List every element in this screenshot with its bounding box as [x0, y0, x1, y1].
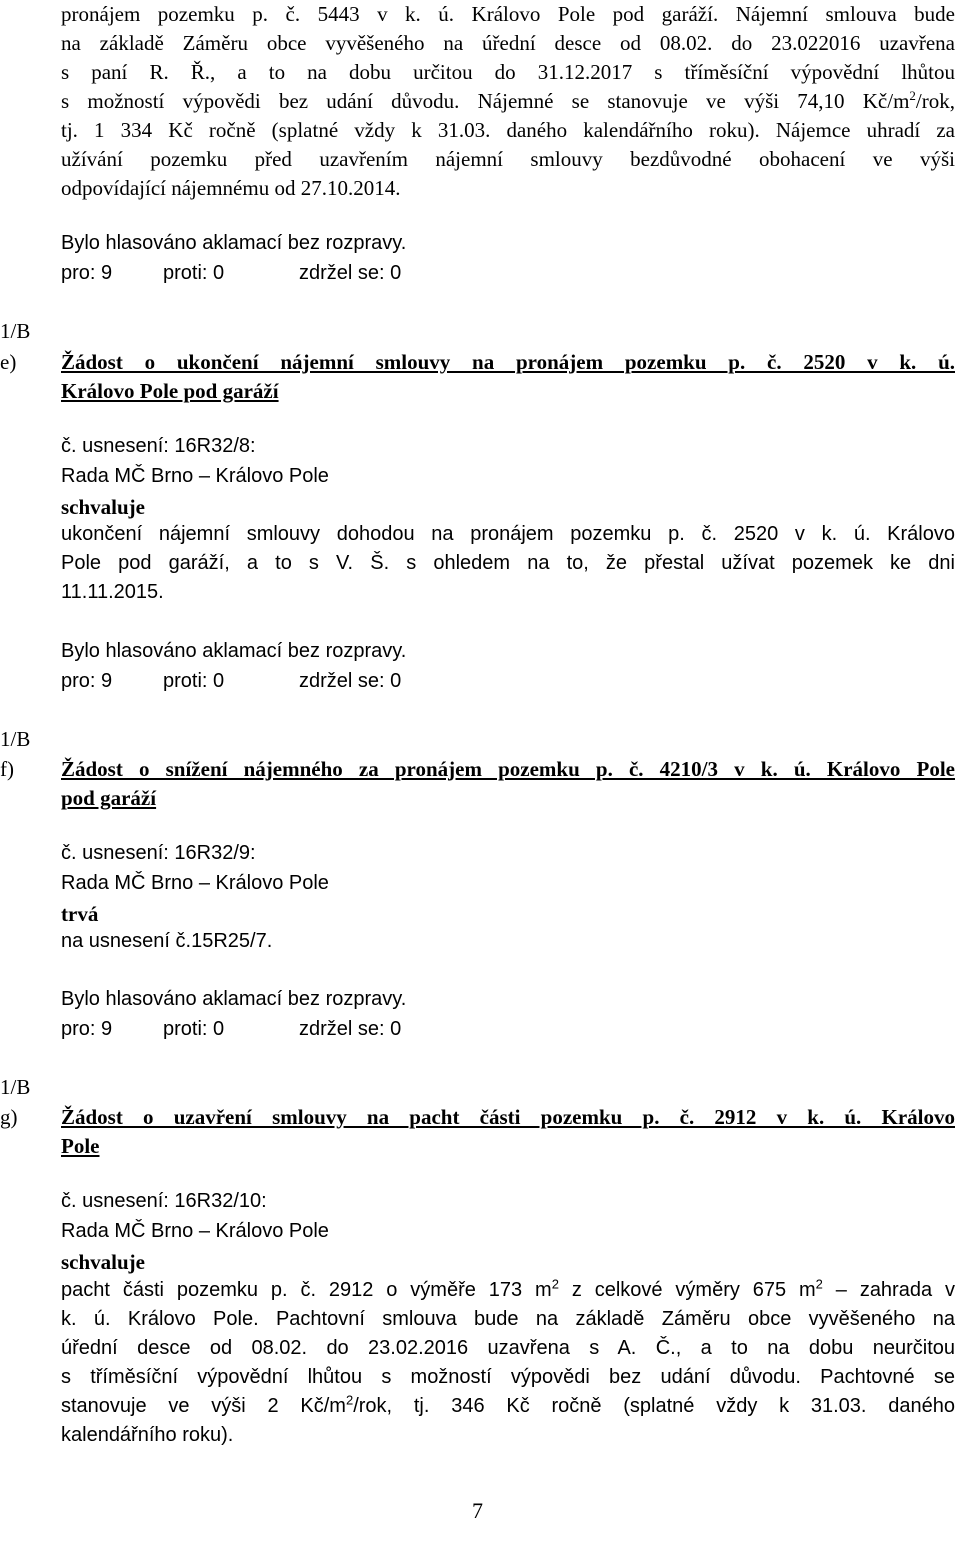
- section-code: 1/B: [0, 1075, 31, 1099]
- section-f-title: Žádost o snížení nájemného za pronájem pozemku p. č. 4210/3 v k. ú. Královo Pole pod garáží: [61, 757, 955, 810]
- section-letter: e): [0, 350, 17, 374]
- section-g-line-1: pacht části pozemku p. č. 2912 o výměře 173 $m^2$ z celkové výměry 675 $m^2$ – zahrada v: [61, 1276, 955, 1301]
- vote-proti: proti: 0: [163, 670, 225, 692]
- intro-line-5: tj. 1 334 Kč ročně (splatné vždy k 31.03. daného kalendářního roku). Nájemce uhradí za: [61, 118, 955, 142]
- section-e-text: ukončení nájemní smlouvy dohodou na pronájem pozemku p. č. 2520 v k. ú. Královo Pole pod garáží, a to s V. Š. s ohledem na to, že přestal užívat pozemek ke dni 11.11.2015.: [61, 523, 955, 603]
- vote-pro: pro: 9: [61, 670, 113, 692]
- council-body: Rada MČ Brno – Královo Pole: [61, 872, 329, 894]
- intro-line-7: odpovídající nájemnému od 27.10.2014.: [61, 176, 401, 200]
- intro-line-3: s paní R. Ř., a to na dobu určitou do 31.12.2017 s tříměsíční výpovědní lhůtou: [61, 60, 955, 84]
- vote-zdrzel: zdržel se: 0: [299, 670, 402, 692]
- resolution-verb: schvaluje: [61, 1250, 145, 1274]
- intro-line-6: užívání pozemku před uzavřením nájemní smlouvy bezdůvodné obohacení ve výši: [61, 147, 955, 171]
- section-g-line-5: stanovuje ve výši 2 $Kč/m^2$/rok, tj. 346 Kč ročně (splatné vždy k 31.03. daného: [61, 1392, 955, 1417]
- resolution-number: č. usnesení: 16R32/9:: [61, 842, 256, 864]
- vote-text: Bylo hlasováno aklamací bez rozpravy.: [61, 640, 407, 662]
- section-code: 1/B: [0, 319, 31, 343]
- vote-text: Bylo hlasováno aklamací bez rozpravy.: [61, 232, 407, 254]
- vote-zdrzel: zdržel se: 0: [299, 1018, 402, 1040]
- vote-proti: proti: 0: [163, 262, 225, 284]
- resolution-verb: schvaluje: [61, 495, 145, 519]
- vote-text: Bylo hlasováno aklamací bez rozpravy.: [61, 988, 407, 1010]
- section-e-title: Žádost o ukončení nájemní smlouvy na pronájem pozemku p. č. 2520 v k. ú. Královo Pole pod garáží: [61, 350, 955, 403]
- council-body: Rada MČ Brno – Královo Pole: [61, 1220, 329, 1242]
- intro-line-2: na základě Záměru obce vyvěšeného na úřední desce od 08.02. do 23.022016 uzavřena: [61, 31, 955, 55]
- resolution-number: č. usnesení: 16R32/10:: [61, 1190, 267, 1212]
- vote-zdrzel: zdržel se: 0: [299, 262, 402, 284]
- vote-proti: proti: 0: [163, 1018, 225, 1040]
- intro-paragraph: [61, 0, 955, 203]
- section-letter: g): [0, 1105, 18, 1129]
- section-f-text: na usnesení č.15R25/7.: [61, 930, 273, 952]
- resolution-number: č. usnesení: 16R32/8:: [61, 435, 256, 457]
- section-letter: f): [0, 757, 14, 781]
- vote-pro: pro: 9: [61, 1018, 113, 1040]
- intro-line-1: pronájem pozemku p. č. 5443 v k. ú. Královo Pole pod garáží. Nájemní smlouva bude: [61, 2, 955, 26]
- section-code: 1/B: [0, 727, 31, 751]
- section-g-text: pacht části pozemku p. č. 2912 o výměře 173 $m^2$ z celkové výměry 675 $m^2$ – zahrada v k. ú. Královo Pole. Pachtovní smlouva bude na základě Záměru obce vyvěšeného na úřední desce od 08.02. do 23.02.2016 uzavřena s A. Č., a to na dobu neurčitou s tříměsíční výpovědní lhůtou s možností výpovědi bez udání důvodu. Pachtovné se stanovuje ve výši 2 $Kč/m^2$/rok, tj. 346 Kč ročně (splatné vždy k 31.03. daného kalendářního roku).: [61, 1276, 955, 1446]
- vote-pro: pro: 9: [61, 262, 113, 284]
- section-g-title: Žádost o uzavření smlouvy na pacht části pozemku p. č. 2912 v k. ú. Královo Pole: [61, 1105, 955, 1158]
- resolution-verb: trvá: [61, 902, 99, 926]
- page-number: 7: [472, 1498, 483, 1523]
- council-body: Rada MČ Brno – Královo Pole: [61, 465, 329, 487]
- intro-line-4: s možností výpovědi bez udání důvodu. Nájemné se stanovuje ve výši 74,10 $Kč/m^2$/rok,: [61, 88, 955, 113]
